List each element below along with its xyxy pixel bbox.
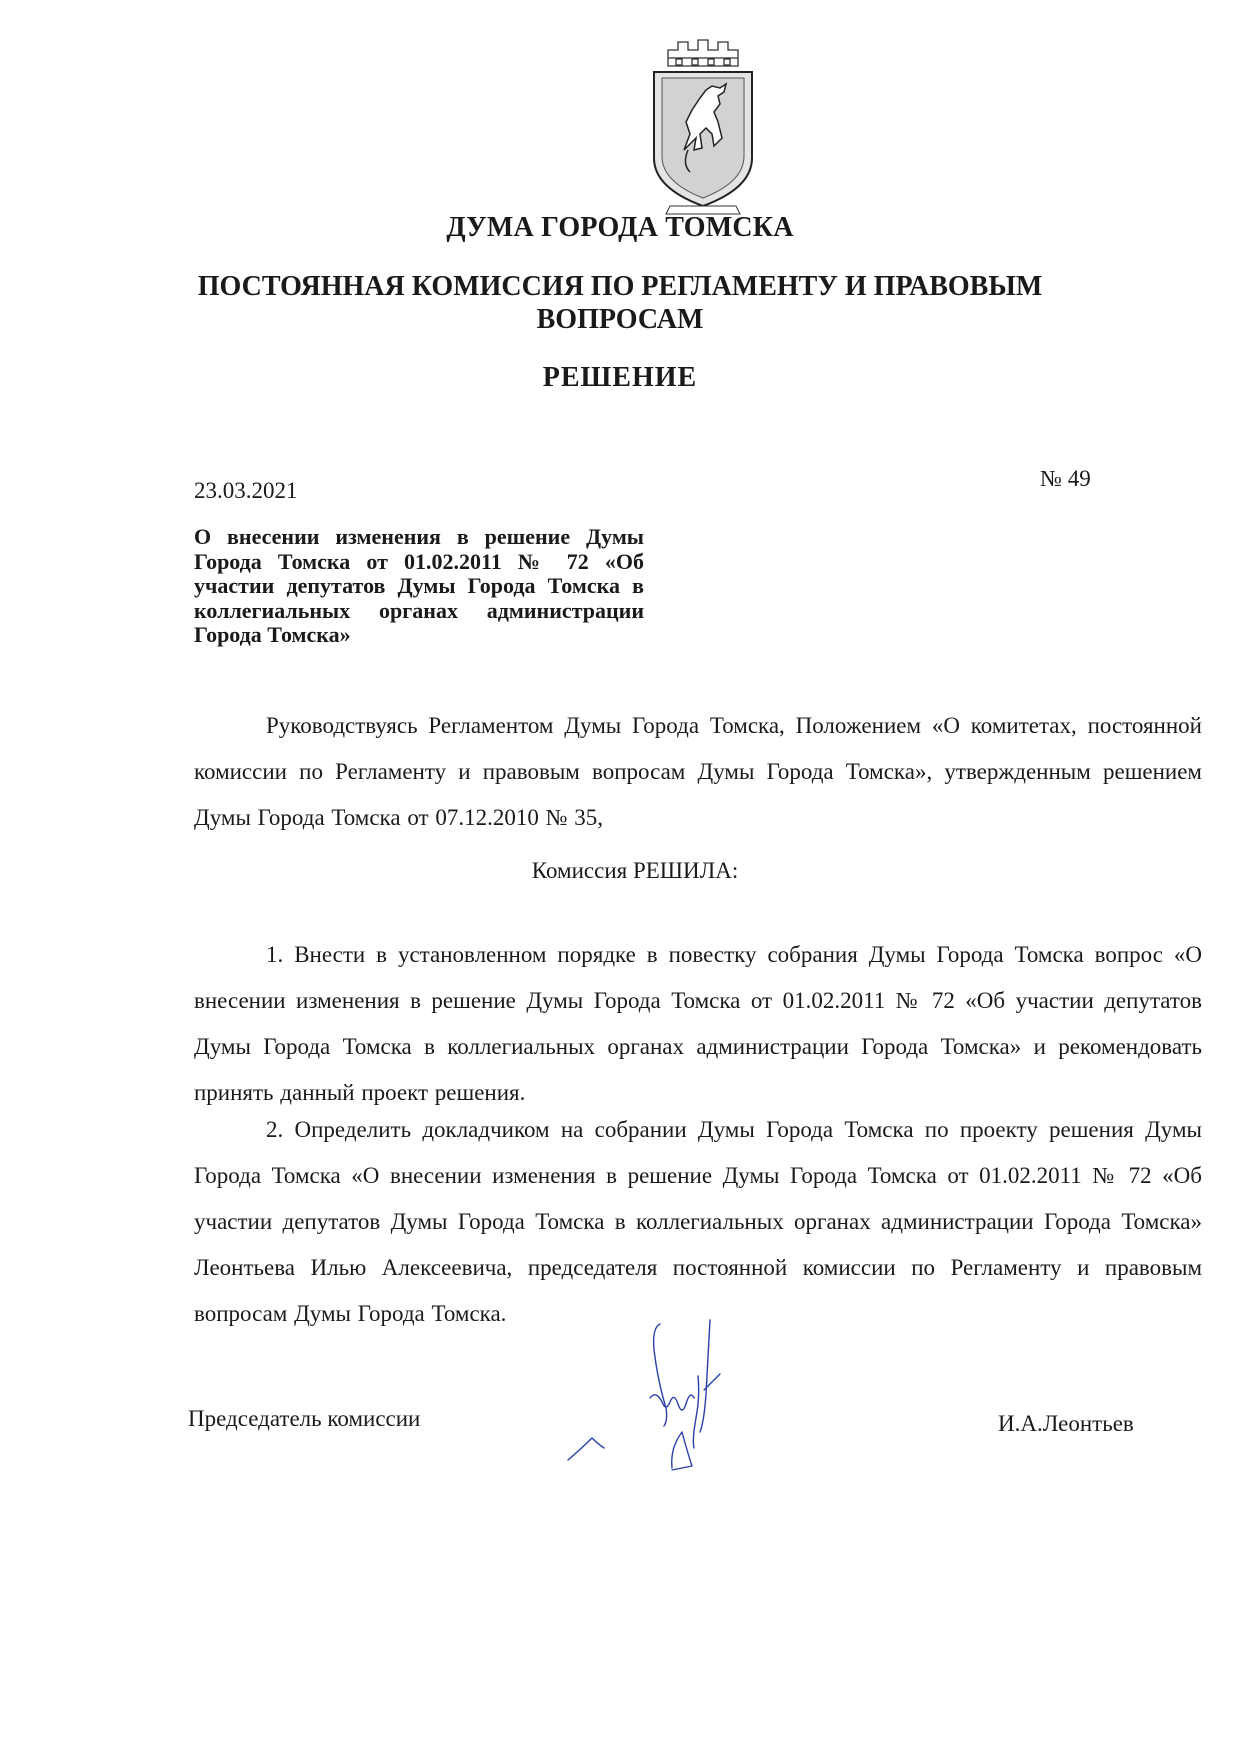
decision-heading: Комиссия РЕШИЛА: <box>531 858 739 883</box>
tomsk-coat-of-arms-icon <box>648 38 758 216</box>
commission-title <box>0 270 1240 336</box>
handwritten-signature <box>560 1298 790 1478</box>
signature-ink <box>568 1320 720 1470</box>
signer-name: И.А.Леонтьев <box>998 1411 1134 1436</box>
document-number: № 49 <box>1040 466 1091 491</box>
decision-item-2: 2. Определить докладчиком на собрании Думы Города Томска по проекту решения Думы Города Томска «О внесении изменения в решение Думы Города Томска от 01.02.2011 № 72 «Об участии депутатов Думы Города Томска в коллегиальных органах администрации Города Томска» Леонтьева Илью Алексеевича, председателя постоянной комиссии по Регламенту и правовым вопросам Думы Города Томска. <box>194 1117 1202 1326</box>
document-type: РЕШЕНИЕ <box>542 362 698 393</box>
organization-title: ДУМА ГОРОДА ТОМСКА <box>446 212 794 243</box>
document-subject: О внесении изменения в решение Думы Города Томска от 01.02.2011 № 72 «Об участии депутатов Думы Города Томска в коллегиальных органах администрации Города Томска» <box>194 524 644 647</box>
decision-item-1: 1. Внести в установленном порядке в повестку собрания Думы Города Томска вопрос «О внесении изменения в решение Думы Города Томска от 01.02.2011 № 72 «Об участии депутатов Думы Города Томска в коллегиальных органах администрации Города Томска» и рекомендовать принять данный проект решения. <box>194 942 1202 1105</box>
commission-title-line2: ВОПРОСАМ <box>536 304 704 335</box>
commission-title-line1: ПОСТОЯННАЯ КОМИССИЯ ПО РЕГЛАМЕНТУ И ПРАВОВЫМ <box>197 271 1043 302</box>
signer-title: Председатель комиссии <box>188 1406 421 1431</box>
basis-paragraph: Руководствуясь Регламентом Думы Города Томска, Положением «О комитетах, постоянной комиссии по Регламенту и правовым вопросам Думы Города Томска», утвержденным решением Думы Города Томска от 07.12.2010 № 35, <box>194 713 1202 830</box>
document-date: 23.03.2021 <box>194 478 298 503</box>
